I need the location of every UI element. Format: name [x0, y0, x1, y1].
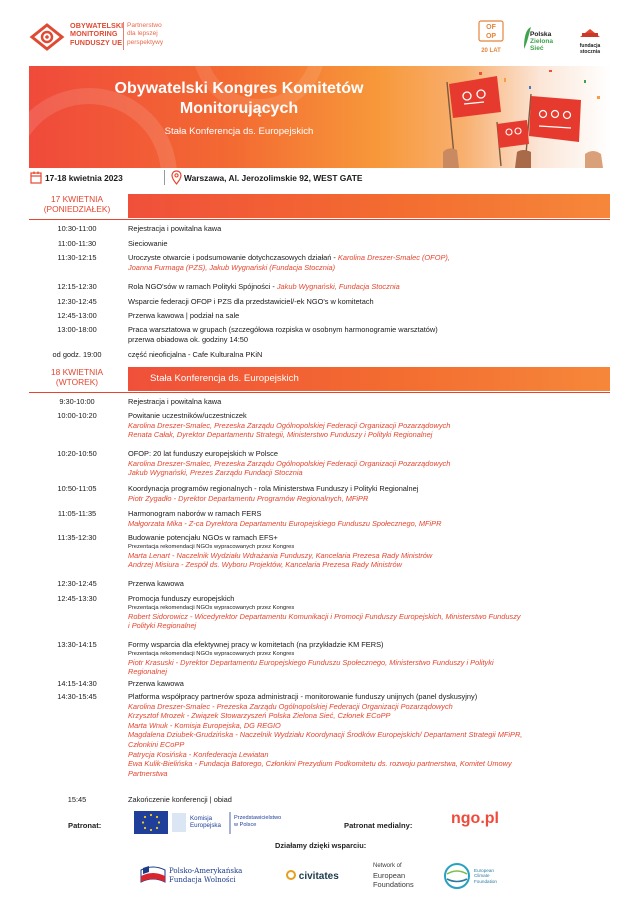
session-line: [128, 795, 610, 805]
session-line: [128, 621, 610, 631]
session-line: [128, 533, 610, 543]
session-title: Przerwa kawowa: [128, 579, 184, 588]
media-patronat-label: Patronat medialny:: [344, 821, 413, 830]
session-title: Prezentacja rekomendacji NGOs wypracowanych przez Kongres: [128, 650, 295, 657]
session-line: [128, 721, 610, 731]
divider: [164, 170, 165, 185]
session-line: [128, 421, 610, 431]
session-time: 12:45-13:00: [57, 311, 97, 320]
session-time: 9:30-10:00: [59, 397, 95, 406]
speaker-name: Partnerstwa: [128, 768, 168, 778]
session-title: Budowanie potencjału NGOs w ramach EFS+: [128, 533, 278, 542]
speaker-name: Ewa Kulik-Bielińska - Fundacja Batorego, Członkini Prezydium Podkomitetu ds. rozwoju partnerstwa, Komitet Umowy: [128, 759, 512, 769]
calendar-icon: [30, 171, 42, 184]
session-line: [128, 350, 610, 360]
omfue-name-line: FUNDUSZY UE: [70, 37, 123, 47]
ke-representation: [234, 815, 281, 829]
speaker-name: Jakub Wygnański, Fundacja Stocznia: [276, 282, 400, 291]
session-time: 14:15-14:30: [57, 679, 97, 688]
ecf-name: [474, 868, 497, 884]
speaker-name: Patrycja Kosińska - Konfederacja Lewiatan: [128, 749, 269, 759]
omfue-name: [70, 22, 123, 47]
patronat-label: Patronat:: [68, 821, 102, 830]
session-time: 12:45-13:30: [57, 594, 97, 603]
session-title: Formy wsparcia dla efektywnej pracy w komitetach (na przykładzie KM FERS): [128, 640, 384, 649]
session-line: [128, 692, 610, 702]
ofop-anniversary: 20 LAT: [481, 48, 501, 54]
session-time: 10:30-11:00: [57, 224, 97, 233]
omfue-name-line: OBYWATELSKI: [70, 21, 124, 30]
session-line: [128, 311, 610, 321]
speaker-name: i Polityki Regionalnej: [128, 621, 197, 631]
session-content: [128, 594, 610, 631]
flags-illustration-icon: [409, 66, 610, 168]
session-title: Prezentacja rekomendacji NGOs wypracowanych przez Kongres: [128, 604, 295, 611]
session-time: 12:30-12:45: [57, 297, 97, 306]
session-content: [128, 579, 610, 589]
session-line: [128, 411, 610, 421]
session-title: Rejestracja i powitalna kawa: [128, 397, 222, 406]
ke-name-line: Komisja: [190, 815, 213, 822]
speaker-name: Karolina Dreszer-Smalec, Prezeska Zarządu Ogólnopolskiej Federacji Organizacji Pozarządowych: [128, 420, 451, 430]
session-note: [128, 650, 610, 658]
session-title: OFOP: 20 lat funduszy europejskich w Polsce: [128, 449, 278, 458]
session-content: [128, 795, 610, 805]
session-title: Prezentacja rekomendacji NGOs wypracowanych przez Kongres: [128, 543, 295, 550]
pafw-name: [169, 867, 242, 885]
session-title: Przerwa kawowa | podział na sale: [128, 311, 240, 320]
session-title: Rejestracja i powitalna kawa: [128, 224, 222, 233]
session-line: [128, 224, 610, 234]
session-line: [128, 484, 610, 494]
speaker-name: Andrzej Misiura - Zespół ds. Wyboru Projektów, Kancelaria Prezesa Rady Ministrów: [128, 560, 402, 570]
omfue-name-line: MONITORING: [70, 29, 118, 39]
session-line: [128, 730, 610, 740]
session-time: 15:45: [67, 795, 87, 804]
session-line: [128, 519, 610, 529]
event-info: [29, 170, 610, 186]
ecf-globe-icon: [443, 862, 471, 890]
omfue-logo-icon: [29, 22, 65, 52]
session-title: część nieoficjalna - Cafe Kulturalna PKiN: [128, 350, 263, 359]
speaker-name: Karolina Dreszer-Smalec, Prezeska Zarządu Ogólnopolskiej Federacji Organizacji Pozarządowych: [128, 458, 451, 468]
session-line: [128, 750, 610, 760]
hero-banner: [29, 66, 610, 168]
psz-name-line: Sieć: [530, 45, 544, 53]
civitates-name: civitates: [298, 871, 339, 882]
location-pin-icon: [171, 170, 182, 185]
session-line: [128, 560, 610, 570]
european-commission-logo: [134, 810, 294, 836]
session-line: [128, 658, 610, 668]
session-time: 10:50-11:05: [57, 484, 97, 493]
event-date: 17-18 kwietnia 2023: [45, 173, 123, 183]
speaker-name: Małgorzata Mika - Z-ca Dyrektora Departamentu Europejskiego Funduszu Społecznego, MFiPR: [128, 518, 442, 528]
session-content: [128, 311, 610, 321]
day-bar: [128, 194, 610, 218]
speaker-name: Robert Sidorowicz - Wicedyrektor Departamentu Komunikacji i Promocji Funduszy Europejskich, Ministerstwo Funduszy: [128, 611, 521, 621]
ke-name-line: Europejska: [190, 822, 221, 829]
event-location: Warszawa, Al. Jerozolimskie 92, WEST GATE: [184, 173, 363, 183]
session-title: Powitanie uczestników/uczestniczek: [128, 411, 247, 420]
nef-name-line: Foundations: [373, 880, 414, 889]
session-note: [128, 543, 610, 551]
title-line: Monitorujących: [179, 100, 299, 117]
speaker-name: Joanna Furmaga (PZS), Jakub Wygnański (Fundacja Stocznia): [128, 262, 336, 272]
session-title: Przerwa kawowa: [128, 679, 184, 688]
session-time: 11:05-11:35: [57, 509, 97, 518]
day-weekday: (WTOREK): [55, 377, 99, 387]
session-content: [128, 640, 610, 677]
nef-name-line: Network of: [373, 863, 402, 869]
speaker-name: Jakub Wygnański, Prezes Zarządu Fundacji Stocznia: [128, 468, 303, 478]
stocznia-roof-icon: [579, 27, 601, 38]
day-label: [29, 367, 125, 387]
session-line: [128, 679, 610, 689]
day-date: 17 KWIETNIA: [50, 194, 104, 204]
divider: [123, 22, 124, 50]
speaker-name: Krzysztof Mrozek - Związek Stowarzyszeń Polska Zielona Sieć, Członek ECoPP: [128, 711, 391, 721]
session-content: [128, 325, 610, 344]
page-subtitle: Stała Konferencja ds. Europejskich: [164, 126, 314, 137]
session-title: Harmonogram naborów w ramach FERS: [128, 509, 262, 518]
ofop-logo: [476, 20, 506, 54]
session-line: [128, 239, 610, 249]
session-title: Rola NGO'sów w ramach Polityki Spójności -: [128, 282, 277, 291]
page-title: [99, 79, 379, 119]
session-content: [128, 484, 610, 503]
day-label: [29, 194, 125, 214]
day-bar-title: Stała Konferencja ds. Europejskich: [150, 373, 299, 384]
session-title: Sieciowanie: [128, 239, 168, 248]
svg-text:OF: OF: [486, 24, 496, 31]
stocznia-name: [576, 44, 604, 55]
session-title: Uroczyste otwarcie i podsumowanie dotychczasowych działań -: [128, 253, 338, 262]
speaker-name: Karolina Dreszer-Smalec - Prezeska Zarządu Ogólnopolskiej Federacji Organizacji Pozarządowych: [128, 701, 453, 711]
session-content: [128, 224, 610, 234]
ecf-name-line: Foundation: [474, 878, 497, 884]
ke-rep-line: Przedstawicielstwo: [234, 815, 282, 821]
session-content: [128, 449, 610, 478]
session-line: [128, 282, 610, 292]
session-line: [128, 468, 610, 478]
omfue-tagline: [127, 22, 163, 47]
pafw-flag-icon: [139, 862, 167, 886]
civitates-logo: [286, 870, 339, 882]
psz-logo: [522, 25, 554, 56]
session-time: 11:00-11:30: [57, 239, 97, 248]
session-content: [128, 679, 610, 689]
session-line: [128, 759, 610, 769]
session-time: 10:20-10:50: [57, 449, 97, 458]
session-line: [128, 702, 610, 712]
session-content: [128, 239, 610, 249]
omfue-tagline-line: Partnerstwo: [127, 22, 162, 29]
session-time: 11:35-12:30: [57, 533, 97, 542]
session-time: od godz. 19:00: [52, 350, 102, 359]
session-time: 12:15-12:30: [57, 282, 97, 291]
psz-name-line: Polska: [530, 31, 552, 38]
psz-name-line: Zielona: [530, 38, 554, 46]
session-content: [128, 350, 610, 360]
session-line: [128, 509, 610, 519]
session-line: [128, 253, 610, 263]
speaker-name: Piotr Krasuski - Dyrektor Departamentu Europejskiego Funduszu Społecznego, Ministerstwo Funduszy i Polityki: [128, 657, 494, 667]
speaker-name: Marta Wnuk - Komisja Europejska, DG REGIO: [128, 720, 281, 730]
speaker-name: Magdalena Dziubek-Grudzińska - Naczelnik Wydziału Koordynacji Środków Europejskich/ Departament Strategii MFiPR,: [128, 730, 523, 740]
ke-rep-line: w Polsce: [234, 822, 257, 828]
session-time: 14:30-15:45: [57, 692, 97, 701]
nef-name-line: European: [373, 871, 406, 880]
header-logos: [0, 0, 637, 66]
session-time: 11:30-12:15: [57, 253, 97, 262]
ecf-logo: [443, 862, 497, 895]
session-title: Praca warsztatowa w grupach (szczegółowa rozpiska w osobnym harmonogramie warsztatów): [128, 325, 438, 334]
session-content: [128, 533, 610, 570]
session-title: Wsparcie federacji OFOP i PZS dla przedstawiciel/-ek NGO's w komitetach: [128, 297, 374, 306]
speaker-name: Renata Całak, Dyrektor Departamentu Strategii, Ministerstwo Funduszy i Polityki Regionalnej: [128, 430, 433, 440]
session-content: [128, 411, 610, 440]
session-time: 10:00-10:20: [57, 411, 97, 420]
session-line: [128, 263, 610, 273]
session-content: [128, 692, 610, 778]
svg-text:OP: OP: [485, 33, 497, 40]
ke-name: [190, 815, 221, 829]
session-line: [128, 667, 610, 677]
session-line: [128, 711, 610, 721]
session-line: [128, 449, 610, 459]
session-line: [128, 459, 610, 469]
session-line: [128, 769, 610, 779]
session-line: [128, 579, 610, 589]
pafw-name-line: Fundacja Wolności: [169, 876, 236, 884]
ofop-logo-icon: [478, 20, 504, 42]
session-content: [128, 253, 610, 272]
session-time: 13:00-18:00: [57, 325, 97, 334]
divider: [29, 219, 610, 220]
session-line: [128, 335, 610, 345]
speaker-name: Karolina Dreszer-Smalec (OFOP),: [337, 253, 450, 262]
session-time: 13:30-14:15: [57, 640, 97, 649]
session-content: [128, 397, 610, 407]
support-label: Działamy dzięki wsparciu:: [275, 841, 367, 850]
session-line: [128, 740, 610, 750]
session-note: [128, 604, 610, 612]
pafw-name-line: Polsko-Amerykańska: [169, 867, 243, 875]
ecf-name-line: Climate: [474, 873, 490, 879]
session-content: [128, 282, 610, 292]
session-line: [128, 325, 610, 335]
speaker-name: Piotr Zygadło - Dyrektor Departamentu Programów Regionalnych, MFiPR: [128, 493, 369, 503]
ngo-pl-logo: ngo.pl: [451, 810, 499, 827]
speaker-name: Członkini ECoPP: [128, 739, 185, 749]
stocznia-logo: [576, 25, 604, 55]
day-bar: [128, 367, 610, 391]
civitates-dot-icon: [286, 870, 296, 880]
pafw-logo: [139, 862, 243, 891]
session-line: [128, 594, 610, 604]
stocznia-name-line: fundacja: [579, 43, 601, 49]
day-weekday: (PONIEDZIAŁEK): [43, 204, 111, 214]
ecf-name-line: European: [474, 868, 494, 873]
stocznia-name-line: stocznia: [579, 48, 600, 55]
divider: [29, 392, 610, 393]
session-content: [128, 509, 610, 528]
session-title: Promocja funduszy europejskich: [128, 594, 235, 603]
session-line: [128, 640, 610, 650]
session-title: Platforma współpracy partnerów spoza administracji - monitorowanie funduszy unijnych (panel dyskusyjny): [128, 692, 478, 701]
session-line: [128, 430, 610, 440]
psz-name: [530, 31, 553, 53]
nef-logo: [373, 862, 414, 889]
session-content: [128, 297, 610, 307]
session-title: Zakończenie konferencji | obiad: [128, 795, 232, 804]
omfue-tagline-line: perspektywy: [127, 38, 164, 46]
title-line: Obywatelski Kongres Komitetów: [114, 80, 364, 97]
session-line: [128, 494, 610, 504]
session-line: [128, 612, 610, 622]
omfue-tagline-line: dla lepszej: [127, 30, 158, 38]
session-time: 12:30-12:45: [57, 579, 97, 588]
speaker-name: Marta Lenart - Naczelnik Wydziału Wdrażania Funduszy, Kancelaria Prezesa Rady Ministrów: [128, 550, 433, 560]
session-line: [128, 551, 610, 561]
day-date: 18 KWIETNIA: [50, 367, 104, 377]
session-title: Koordynacja programów regionalnych - rola Ministerstwa Funduszy i Polityki Regionalnej: [128, 484, 419, 493]
session-title: przerwa obiadowa ok. godziny 14:50: [128, 334, 248, 344]
speaker-name: Regionalnej: [128, 667, 168, 677]
session-line: [128, 397, 610, 407]
session-line: [128, 297, 610, 307]
